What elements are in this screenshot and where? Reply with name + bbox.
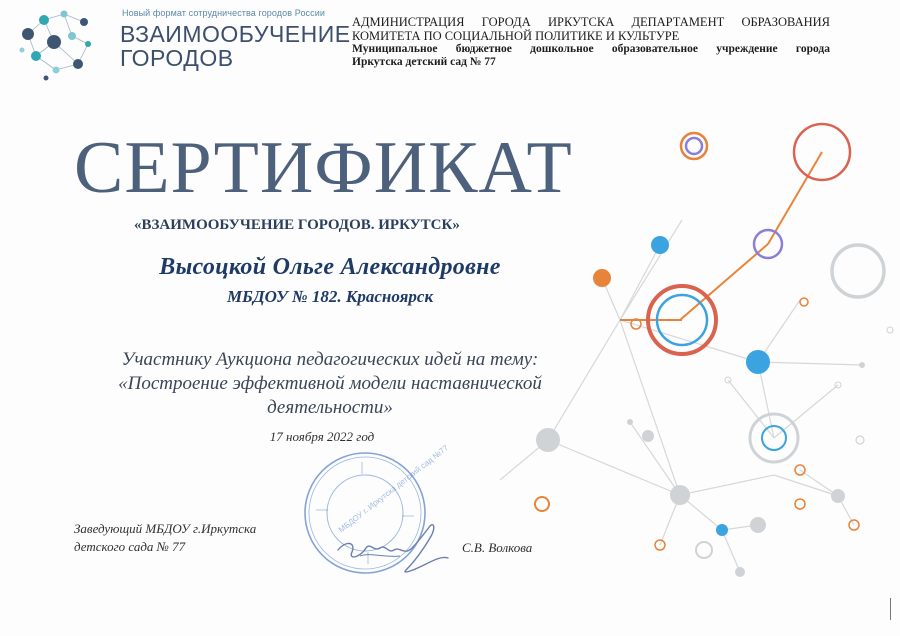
description-line1: Участнику Аукциона педагогических идей на тему: bbox=[121, 349, 539, 370]
institution-line1: Муниципальное бюджетное дошкольное образовательное учреждение города bbox=[352, 43, 830, 55]
signatory-position-line2: детского сада № 77 bbox=[74, 539, 186, 554]
logo bbox=[14, 4, 351, 84]
logo-name bbox=[120, 22, 351, 70]
signatory-position bbox=[74, 520, 256, 556]
handwritten-signature-icon bbox=[330, 512, 450, 580]
administration-line1: АДМИНИСТРАЦИЯ ГОРОДА ИРКУТСКА ДЕПАРТАМЕНТ ОБРАЗОВАНИЯ bbox=[352, 15, 830, 29]
administration-line2: КОМИТЕТА ПО СОЦИАЛЬНОЙ ПОЛИТИКЕ И КУЛЬТУРЕ bbox=[352, 29, 680, 43]
institution-line2: Иркутска детский сад № 77 bbox=[352, 56, 496, 68]
description-line3: деятельности» bbox=[267, 397, 393, 418]
stamp-text: МБДОУ г. Иркутска детский сад №77 bbox=[336, 443, 451, 535]
signatory-name: С.В. Волкова bbox=[462, 540, 533, 555]
certificate-title: СЕРТИФИКАТ bbox=[74, 127, 573, 209]
issuer-header bbox=[352, 15, 830, 69]
logo-name-line2: ГОРОДОВ bbox=[120, 45, 234, 71]
logo-tagline: Новый формат сотрудничества городов России bbox=[122, 8, 326, 18]
description-line2: «Построение эффективной модели наставнической bbox=[118, 373, 542, 394]
network-logo-icon bbox=[14, 4, 106, 84]
scan-edge-mark bbox=[890, 598, 891, 620]
logo-name-line1: ВЗАИМООБУЧЕНИЕ bbox=[120, 21, 351, 47]
recipient-organization: МБДОУ № 182. Красноярск bbox=[226, 287, 434, 306]
recipient-name: Высоцкой Ольге Александровне bbox=[159, 254, 501, 280]
event-name: «ВЗАИМООБУЧЕНИЕ ГОРОДОВ. ИРКУТСК» bbox=[134, 217, 460, 233]
signatory-position-line1: Заведующий МБДОУ г.Иркутска bbox=[74, 521, 257, 536]
certificate-date: 17 ноября 2022 год bbox=[269, 429, 375, 444]
